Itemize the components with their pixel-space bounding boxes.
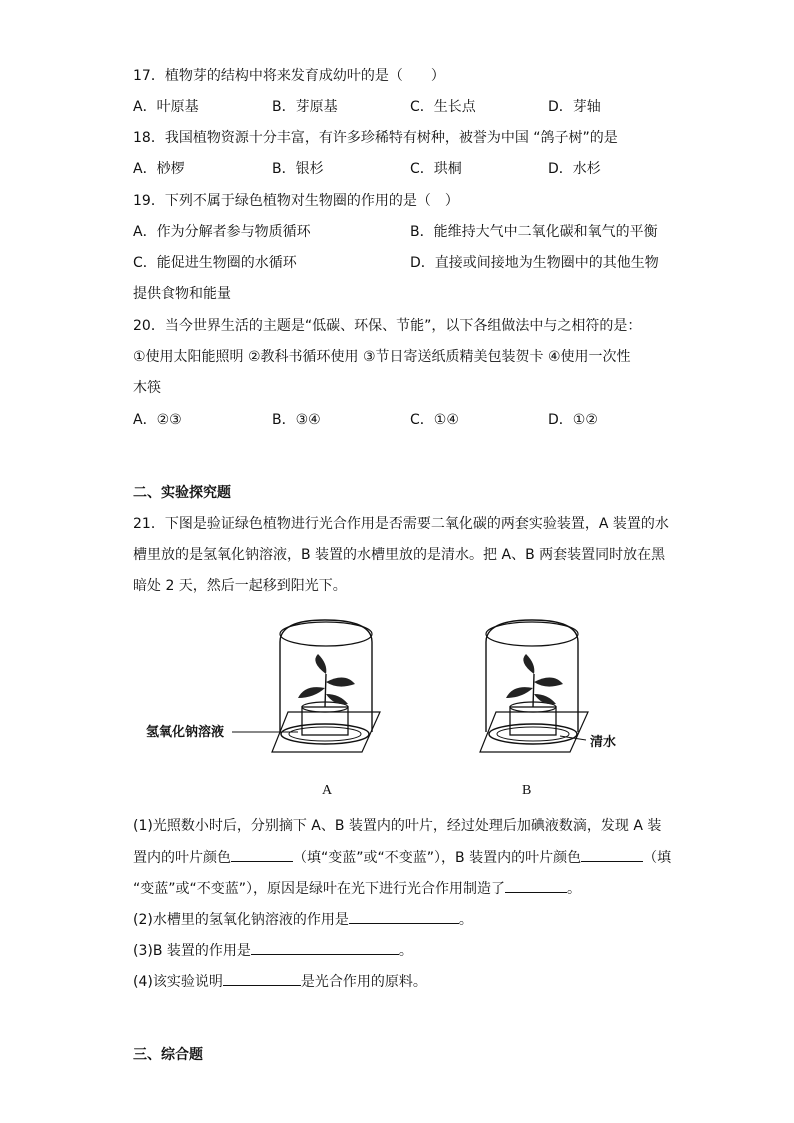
apparatus-b-leaf [523, 654, 534, 674]
apparatus-b-base [480, 712, 588, 752]
q20-items-line1: ①使用太阳能照明 ②教科书循环使用 ③节日寄送纸质精美包装贺卡 ④使用一次性 [133, 349, 631, 365]
apparatus-b-leaf [506, 687, 533, 698]
apparatus-a-leaf [315, 654, 326, 674]
answer-blank[interactable] [349, 909, 459, 924]
apparatus-a-leaf [326, 694, 348, 704]
section3-title: 三、综合题 [133, 1047, 203, 1063]
q21-part2-text-b: 。 [458, 912, 473, 928]
q21-part3 [133, 940, 413, 961]
q20-option-d: D．①② [548, 412, 598, 428]
q17-option-a: A．叶原基 [133, 99, 199, 115]
q19-option-c: C．能促进生物圈的水循环 [133, 255, 297, 271]
apparatus-a-plant-stem [325, 674, 326, 707]
apparatus-b-pot [510, 707, 556, 735]
q21-part3-text-a: (3)B 装置的作用是 [133, 943, 251, 959]
label-clear-water: 清水 [590, 735, 617, 750]
q20-stem: 20．当今世界生活的主题是“低碳、环保、节能”，以下各组做法中与之相符的是： [133, 318, 642, 334]
apparatus-b-bell-jar [486, 620, 578, 732]
q21-part1-text-d: “变蓝”或“不变蓝”），原因是绿叶在光下进行光合作用制造了 [133, 881, 506, 897]
q20-option-a: A．②③ [133, 412, 182, 428]
q19-option-a: A．作为分解者参与物质循环 [133, 224, 311, 240]
q21-part1-text-c: （填 [643, 850, 672, 866]
q21-part2-text-a: (2)水槽里的氢氧化钠溶液的作用是 [133, 912, 349, 928]
experiment-figure [140, 612, 640, 802]
q20-option-c: C．①④ [410, 412, 459, 428]
apparatus-b-plant-stem [533, 674, 534, 707]
q21-part4-text-b: 是光合作用的原料。 [300, 974, 427, 990]
answer-blank[interactable] [251, 940, 399, 955]
q21-part1-line1: (1)光照数小时后，分别摘下 A、B 装置内的叶片，经过处理后加碘液数滴，发现 A 装 [133, 818, 662, 834]
q21-stem-line2: 槽里放的是氢氧化钠溶液，B 装置的水槽里放的是清水。把 A、B 两套装置同时放在黑 [133, 547, 666, 563]
q17-stem: 17．植物芽的结构中将来发育成幼叶的是（ ） [133, 68, 445, 84]
q21-part1-text-a: 置内的叶片颜色 [133, 850, 231, 866]
q21-part2 [133, 909, 473, 930]
apparatus-a-pot [302, 707, 348, 735]
caption-b: B [522, 783, 532, 798]
q21-part1-line2 [133, 847, 671, 868]
q19-option-d-continued: 提供食物和能量 [133, 286, 231, 302]
q21-part1-text-e: 。 [567, 881, 582, 897]
q19-stem: 19．下列不属于绿色植物对生物圈的作用的是（ ） [133, 193, 459, 209]
answer-blank[interactable] [505, 878, 567, 893]
q20-items-line2: 木筷 [133, 380, 161, 396]
caption-a: A [322, 783, 333, 798]
q17-option-c: C．生长点 [410, 99, 476, 115]
q20-option-b: B．③④ [272, 412, 321, 428]
answer-blank[interactable] [231, 847, 293, 862]
apparatus-a [232, 620, 380, 752]
q19-option-d: D．直接或间接地为生物圈中的其他生物 [410, 255, 659, 271]
q21-stem-line1: 21．下图是验证绿色植物进行光合作用是否需要二氧化碳的两套实验装置，A 装置的水 [133, 516, 669, 532]
q21-part3-text-b: 。 [398, 943, 413, 959]
q21-part4-text-a: (4)该实验说明 [133, 974, 223, 990]
q19-option-b: B．能维持大气中二氧化碳和氧气的平衡 [410, 224, 658, 240]
label-sodium-hydroxide: 氢氧化钠溶液 [146, 725, 225, 740]
apparatus-b-leaf [534, 694, 556, 704]
q18-option-c: C．珙桐 [410, 161, 462, 177]
q21-part1-line3 [133, 878, 581, 899]
answer-blank[interactable] [581, 847, 643, 862]
q17-option-d: D．芽轴 [548, 99, 601, 115]
section2-title: 二、实验探究题 [133, 485, 231, 501]
q21-part1-text-b: （填“变蓝”或“不变蓝”），B 装置内的叶片颜色 [293, 850, 582, 866]
apparatus-b-leaf [534, 677, 563, 686]
answer-blank[interactable] [223, 971, 301, 986]
apparatus-b [480, 620, 588, 752]
q17-option-b: B．芽原基 [272, 99, 338, 115]
q18-option-a: A．桫椤 [133, 161, 185, 177]
q21-part4 [133, 971, 427, 992]
q18-option-b: B．银杉 [272, 161, 324, 177]
apparatus-a-leaf [326, 677, 355, 686]
q18-option-d: D．水杉 [548, 161, 601, 177]
q21-stem-line3: 暗处 2 天，然后一起移到阳光下。 [133, 578, 347, 594]
q18-stem: 18．我国植物资源十分丰富，有许多珍稀特有树种，被誉为中国 “鸽子树”的是 [133, 130, 618, 146]
apparatus-a-leaf [298, 687, 325, 698]
